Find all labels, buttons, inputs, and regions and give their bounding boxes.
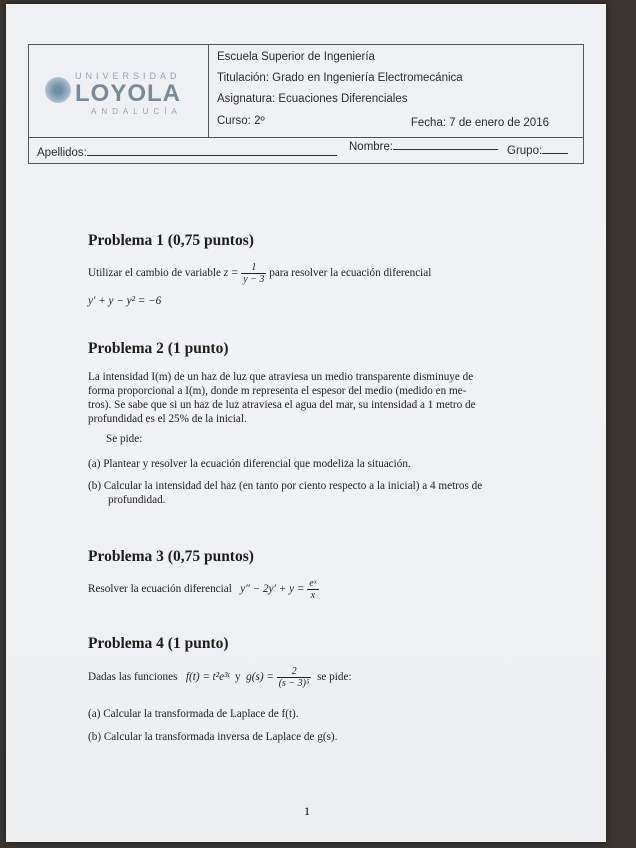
problem-2-title: Problema 2 (1 punto): [88, 340, 229, 357]
exam-date: Fecha: 7 de enero de 2016: [410, 117, 549, 129]
problem-2-line: profundidad es el 25% de la inicial.: [88, 413, 247, 425]
problem-2-item-a: (a) Plantear y resolver la ecuación diferencial que modeliza la situación.: [88, 458, 411, 470]
group-field[interactable]: Grupo:: [507, 144, 568, 157]
problem-1-title: Problema 1 (0,75 puntos): [88, 232, 254, 249]
university-logo: [29, 45, 209, 138]
logo-text-top: UNIVERSIDAD: [75, 71, 181, 81]
problem-2-item-b: (b) Calcular la intensidad del haz (en tanto por ciento respecto a la inicial) a 4 metros de: [88, 480, 483, 492]
logo-text-name: LOYOLA: [75, 80, 181, 107]
name-field[interactable]: Nombre:: [349, 140, 498, 153]
page-number: 1: [304, 804, 310, 818]
degree-name: Titulación: Grado en Ingeniería Electromecánica: [217, 72, 463, 84]
surname-field[interactable]: Apellidos:: [37, 146, 337, 159]
logo-emblem-icon: [45, 77, 71, 103]
exam-sheet: [6, 4, 606, 842]
problem-2-line: tros). Se sabe que si un haz de luz atraviesa el agua del mar, su intensidad a 1 metro de: [88, 399, 476, 411]
student-fields: [29, 138, 583, 164]
problem-3-statement: Resolver la ecuación diferencial y″ − 2y′ + y = $\frac{\text{eˣ}}{x}$: [88, 578, 317, 601]
problem-3-title: Problema 3 (0,75 puntos): [88, 548, 254, 565]
problem-2-line: La intensidad I(m) de un haz de luz que atraviesa un medio transparente disminuye de: [88, 371, 474, 383]
problem-4-statement: Dadas las funciones f(t) = t²e³ᵗ y g(s) = $\frac{2}{\text{(s − 3)⁵}}$ se pide:: [88, 666, 352, 689]
problem-1-fraction: $\frac{1}{y - 3}$: [243, 262, 265, 285]
problem-2-ask: Se pide:: [106, 433, 143, 445]
problem-4-item-a: (a) Calcular la transformada de Laplace de f(t).: [88, 708, 299, 720]
problem-4-item-b: (b) Calcular la transformada inversa de Laplace de g(s).: [88, 731, 338, 743]
problem-4-fraction: $\frac{2}{\text{(s − 3)⁵}}$: [278, 666, 310, 689]
problem-3-fraction: $\frac{\text{eˣ}}{x}$: [309, 578, 317, 601]
exam-info: [209, 45, 583, 138]
problem-1-equation: y′ + y − y² = −6: [88, 295, 162, 307]
exam-header: [28, 44, 584, 164]
course-label: Curso: 2º: [217, 115, 265, 127]
subject-name: Asignatura: Ecuaciones Diferenciales: [217, 93, 408, 105]
problem-2-item-b-cont: profundidad.: [108, 494, 166, 506]
logo-text-bottom: ANDALUCÍA: [91, 107, 182, 116]
problem-2-line: forma proporcional a I(m), donde m representa el espesor del medio (medido en me-: [88, 385, 467, 397]
school-name: Escuela Superior de Ingeniería: [217, 51, 375, 63]
problem-4-title: Problema 4 (1 punto): [88, 635, 229, 652]
problem-1-statement: Utilizar el cambio de variable z = $\frac{1}{y - 3}$ para resolver la ecuación diferencial: [88, 262, 432, 285]
